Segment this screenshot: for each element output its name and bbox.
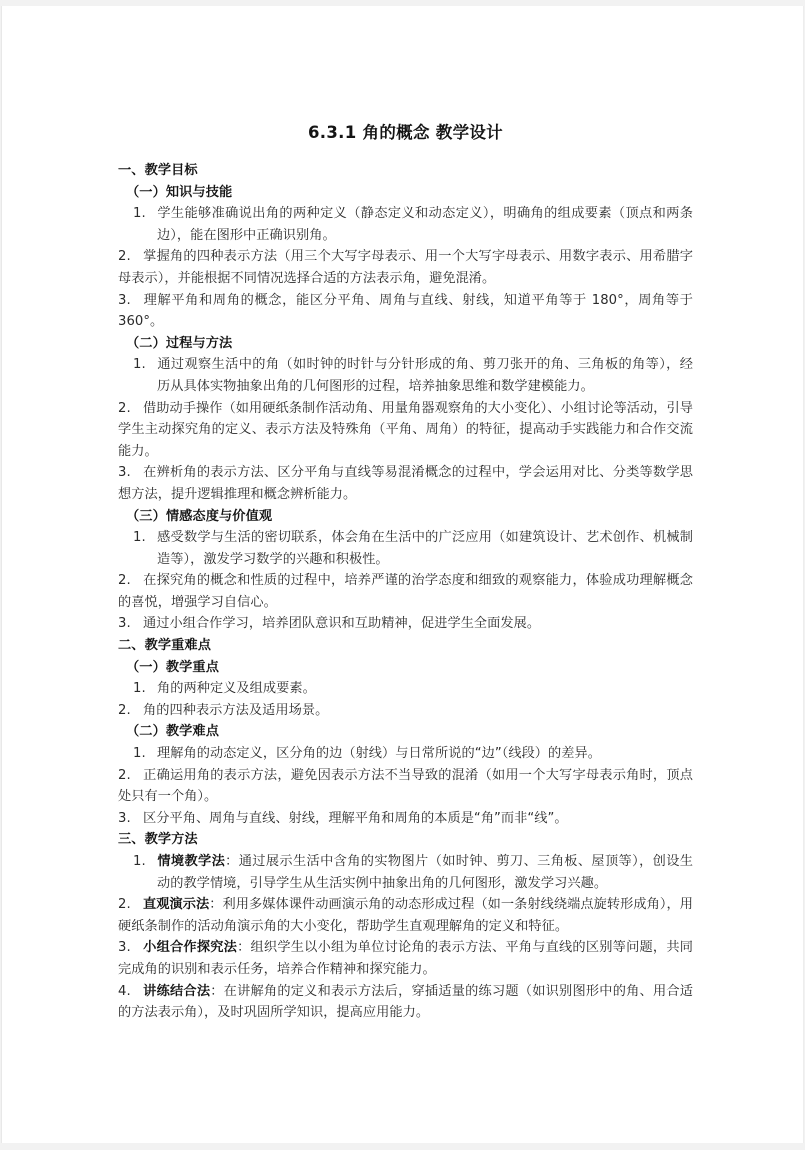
list-item-number: 3. bbox=[118, 292, 131, 308]
list-item bbox=[118, 203, 693, 246]
list-item-text: ：在讲解角的定义和表示方法后，穿插适量的练习题（如识别图形中的角、用合适的方法表示角），及时巩固所学知识，提高应用能力。 bbox=[118, 983, 694, 1021]
list-item-text: 掌握角的四种表示方法（用三个大写字母表示、用一个大写字母表示、用数字表示、用希腊字母表示），并能根据不同情况选择合适的方法表示角，避免混淆。 bbox=[118, 249, 693, 286]
list-item bbox=[118, 765, 693, 808]
list-item bbox=[118, 290, 693, 333]
document-body bbox=[118, 160, 693, 1024]
list-item bbox=[118, 462, 693, 505]
list-item-text: 在辨析角的表示方法、区分平角与直线等易混淆概念的过程中，学会运用对比、分类等数学思想方法，提升逻辑推理和概念辨析能力。 bbox=[118, 465, 693, 502]
list-item-number: 3. bbox=[118, 810, 131, 826]
list-item-text: 学生能够准确说出角的两种定义（静态定义和动态定义），明确角的组成要素（顶点和两条边），能在图形中正确识别角。 bbox=[157, 206, 693, 243]
list-item-text: ：利用多媒体课件动画演示角的动态形成过程（如一条射线绕端点旋转形成角），用硬纸条制作的活动角演示角的大小变化，帮助学生直观理解角的定义和特征。 bbox=[118, 897, 694, 934]
list-item-text: ：通过展示生活中含角的实物图片（如时钟、剪刀、三角板、屋顶等），创设生动的教学情境，引导学生从生活实例中抽象出角的几何图形，激发学习兴趣。 bbox=[157, 854, 693, 891]
list-item-label: 直观演示法 bbox=[143, 897, 210, 913]
document-content bbox=[118, 6, 693, 1024]
list-item bbox=[118, 700, 693, 722]
list-item bbox=[118, 678, 693, 700]
list-item-text: 区分平角、周角与直线、射线，理解平角和周角的本质是“角”而非“线”。 bbox=[143, 810, 568, 826]
list-item bbox=[118, 808, 693, 830]
list-item-text: 角的四种表示方法及适用场景。 bbox=[143, 702, 329, 718]
section-heading: 二、教学重难点 bbox=[118, 638, 212, 654]
list-item bbox=[118, 527, 693, 570]
list-item bbox=[118, 937, 693, 980]
list-item-number: 1. bbox=[133, 357, 146, 373]
list-item bbox=[118, 981, 693, 1024]
list-item-number: 1. bbox=[133, 206, 146, 222]
list-item-label: 讲练结合法 bbox=[143, 983, 211, 999]
list-item-number: 2. bbox=[118, 702, 131, 718]
list-item-text: 通过观察生活中的角（如时钟的时针与分针形成的角、剪刀张开的角、三角板的角等），经历从具体实物抽象出角的几何图形的过程，培养抽象思维和数学建模能力。 bbox=[157, 357, 693, 394]
list-item-number: 3. bbox=[118, 940, 131, 956]
list-item-label: 情境教学法 bbox=[157, 854, 226, 869]
list-item bbox=[118, 354, 693, 397]
list-item bbox=[118, 743, 693, 765]
list-item bbox=[118, 246, 693, 289]
list-item-text: ：组织学生以小组为单位讨论角的表示方法、平角与直线的区别等问题，共同完成角的识别和表示任务，培养合作精神和探究能力。 bbox=[118, 940, 693, 977]
subsection-heading: （二）过程与方法 bbox=[126, 335, 233, 351]
list-item-number: 1. bbox=[133, 681, 146, 697]
list-item bbox=[118, 570, 693, 613]
list-item-text: 在探究角的概念和性质的过程中，培养严谨的治学态度和细致的观察能力，体验成功理解概念的喜悦，增强学习自信心。 bbox=[118, 573, 693, 610]
list-item-number: 2. bbox=[118, 573, 131, 589]
list-item-number: 3. bbox=[118, 465, 131, 481]
list-item-number: 4. bbox=[118, 983, 131, 999]
section-heading: 三、教学方法 bbox=[118, 832, 198, 848]
list-item-text: 理解角的动态定义，区分角的边（射线）与日常所说的“边”（线段）的差异。 bbox=[157, 746, 601, 762]
list-item-text: 借助动手操作（如用硬纸条制作活动角、用量角器观察角的大小变化）、小组讨论等活动，引导学生主动探究角的定义、表示方法及特殊角（平角、周角）的特征，提高动手实践能力和合作交流能力。 bbox=[118, 400, 693, 459]
list-item-text: 角的两种定义及组成要素。 bbox=[157, 681, 316, 697]
list-item-number: 3. bbox=[118, 616, 131, 632]
document-page bbox=[1, 6, 804, 1143]
list-item-number: 1. bbox=[133, 530, 146, 546]
list-item-text: 感受数学与生活的密切联系，体会角在生活中的广泛应用（如建筑设计、艺术创作、机械制造等），激发学习数学的兴趣和积极性。 bbox=[157, 530, 693, 567]
subsection-heading: （三）情感态度与价值观 bbox=[126, 508, 273, 524]
subsection-heading: （一）知识与技能 bbox=[126, 184, 233, 200]
list-item-text: 通过小组合作学习，培养团队意识和互助精神，促进学生全面发展。 bbox=[143, 616, 541, 632]
list-item-number: 2. bbox=[118, 767, 131, 783]
list-item-text: 正确运用角的表示方法，避免因表示方法不当导致的混淆（如用一个大写字母表示角时，顶点处只有一个角）。 bbox=[118, 767, 693, 805]
page-title: 6.3.1 角的概念 教学设计 bbox=[308, 123, 503, 142]
subsection-heading: （二）教学难点 bbox=[126, 724, 220, 740]
list-item bbox=[118, 398, 693, 463]
list-item-number: 2. bbox=[118, 897, 131, 913]
list-item bbox=[118, 613, 693, 635]
list-item-number: 2. bbox=[118, 400, 131, 416]
list-item bbox=[118, 894, 693, 937]
list-item-number: 1. bbox=[133, 854, 146, 869]
subsection-heading: （一）教学重点 bbox=[126, 659, 220, 675]
list-item-label: 小组合作探究法 bbox=[143, 940, 238, 956]
list-item-number: 1. bbox=[133, 746, 146, 762]
list-item-text: 理解平角和周角的概念，能区分平角、周角与直线、射线，知道平角等于 180°，周角等于 360°。 bbox=[118, 292, 693, 330]
section-heading: 一、教学目标 bbox=[118, 163, 198, 178]
list-item-number: 2. bbox=[118, 249, 131, 265]
list-item bbox=[118, 851, 693, 894]
